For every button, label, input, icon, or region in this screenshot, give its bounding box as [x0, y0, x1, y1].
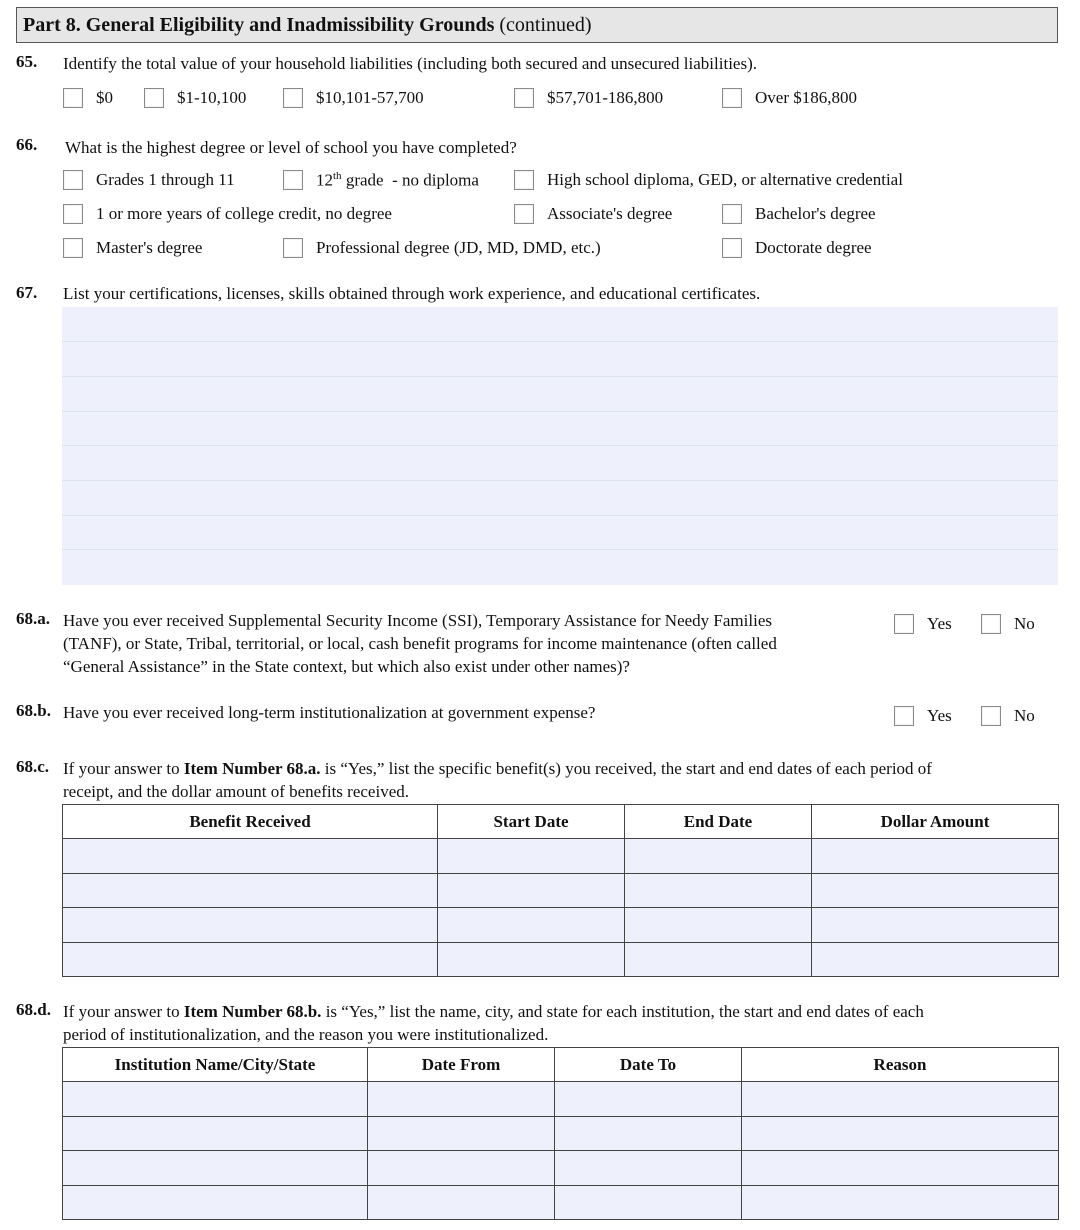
q65-checkbox-4[interactable] — [722, 88, 742, 108]
q66-label-grades: Grades 1 through 11 — [96, 170, 235, 189]
q68a-label-no: No — [1014, 614, 1035, 633]
q66-label-professional: Professional degree (JD, MD, DMD, etc.) — [316, 238, 601, 257]
benefit-received-cell[interactable] — [63, 873, 438, 908]
q68c-number: 68.c. — [16, 757, 50, 776]
q66-option-doctorate[interactable] — [722, 238, 872, 258]
q66-checkbox-doctorate[interactable] — [722, 238, 742, 258]
q66-checkbox-grades[interactable] — [63, 170, 83, 190]
q67-text: List your certifications, licenses, skills obtained through work experience, and educational certificates. — [63, 284, 761, 303]
table-row — [63, 1185, 1059, 1220]
q65-option-3[interactable] — [514, 88, 663, 108]
q66-text: What is the highest degree or level of school you have completed? — [65, 138, 517, 157]
q68b-label-no: No — [1014, 706, 1035, 725]
start-date-cell[interactable] — [438, 942, 625, 977]
q66-option-college[interactable] — [63, 204, 392, 224]
q67-line — [62, 411, 1058, 412]
q66-label-12th-rest: grade - no diploma — [341, 170, 479, 190]
table-row — [63, 873, 1059, 908]
q66-option-master[interactable] — [63, 238, 202, 258]
q67-line — [62, 445, 1058, 446]
q65-label-1: $1-10,100 — [177, 88, 247, 107]
benefit-received-cell[interactable] — [63, 839, 438, 874]
part-header — [16, 7, 1058, 43]
q66-label-doctorate: Doctorate degree — [755, 238, 872, 257]
q66-number: 66. — [16, 135, 38, 154]
q65-label-0: $0 — [96, 88, 113, 107]
q67-line — [62, 515, 1058, 516]
q68d-number: 68.d. — [16, 1000, 51, 1019]
q68a-checkbox-no[interactable] — [981, 614, 1001, 634]
date-to-cell[interactable] — [555, 1082, 742, 1117]
q68c-text-post: is “Yes,” list the specific benefit(s) you received, the start and end dates of each period of — [320, 759, 932, 778]
q66-option-associate[interactable] — [514, 204, 672, 224]
institution-cell[interactable] — [63, 1082, 368, 1117]
q68a-number: 68.a. — [16, 609, 50, 628]
institution-cell[interactable] — [63, 1116, 368, 1151]
table-row — [63, 908, 1059, 943]
q65-option-1[interactable] — [144, 88, 246, 108]
end-date-cell[interactable] — [625, 839, 812, 874]
q68d-text-line1 — [63, 1000, 924, 1023]
reason-cell[interactable] — [742, 1151, 1059, 1186]
date-to-cell[interactable] — [555, 1151, 742, 1186]
part-header-continued: (continued) — [494, 14, 592, 36]
q68d-text-line2: period of institutionalization, and the reason you were institutionalized. — [63, 1025, 549, 1044]
date-from-cell[interactable] — [368, 1082, 555, 1117]
q68d-institutions-table — [62, 1047, 1059, 1220]
q68b-text: Have you ever received long-term institutionalization at government expense? — [63, 703, 596, 722]
q68d-text-bold: Item Number 68.b. — [183, 1002, 322, 1021]
q67-line — [62, 376, 1058, 377]
end-date-cell[interactable] — [625, 942, 812, 977]
table-row — [63, 1082, 1059, 1117]
column-header: Institution Name/City/State — [63, 1048, 368, 1082]
q66-label-12th — [316, 170, 479, 191]
column-header: Reason — [742, 1048, 1059, 1082]
q68a-checkbox-yes[interactable] — [894, 614, 914, 634]
q65-number: 65. — [16, 52, 38, 71]
q66-option-highschool[interactable] — [514, 170, 903, 190]
q68a-option-yes[interactable] — [894, 614, 952, 634]
q68c-text-pre: If your answer to — [63, 759, 184, 778]
q68a-label-yes: Yes — [927, 614, 952, 633]
q66-label-highschool: High school diploma, GED, or alternative credential — [547, 170, 903, 189]
q65-option-4[interactable] — [722, 88, 857, 108]
q68c-text-line1 — [63, 757, 932, 780]
q65-checkbox-2[interactable] — [283, 88, 303, 108]
column-header: End Date — [625, 805, 812, 839]
reason-cell[interactable] — [742, 1185, 1059, 1220]
column-header: Benefit Received — [63, 805, 438, 839]
table-row — [63, 1116, 1059, 1151]
q68b-option-no[interactable] — [981, 706, 1035, 726]
institution-cell[interactable] — [63, 1185, 368, 1220]
q67-line — [62, 341, 1058, 342]
table-header-row — [63, 805, 1059, 839]
date-to-cell[interactable] — [555, 1185, 742, 1220]
q68c-benefits-table — [62, 804, 1059, 977]
q68b-option-yes[interactable] — [894, 706, 952, 726]
q68d-text-post: is “Yes,” list the name, city, and state for each institution, the start and end dates of each — [321, 1002, 924, 1021]
q67-number: 67. — [16, 283, 38, 302]
q68a-text-line2: (TANF), or State, Tribal, territorial, or local, cash benefit programs for income maintenance (often called — [63, 634, 777, 653]
column-header: Dollar Amount — [812, 805, 1059, 839]
reason-cell[interactable] — [742, 1082, 1059, 1117]
q65-text: Identify the total value of your household liabilities (including both secured and unsecured liabilities). — [63, 54, 757, 73]
q66-option-bachelor[interactable] — [722, 204, 876, 224]
q68d-text-pre: If your answer to — [63, 1002, 184, 1021]
q68a-text-line3: “General Assistance” in the State context, but which also exist under other names)? — [63, 657, 630, 676]
q68c-text-bold: Item Number 68.a. — [183, 759, 321, 778]
dollar-amount-cell[interactable] — [812, 908, 1059, 943]
q68b-label-yes: Yes — [927, 706, 952, 725]
date-from-cell[interactable] — [368, 1151, 555, 1186]
q67-line — [62, 549, 1058, 550]
q68b-number: 68.b. — [16, 701, 51, 720]
q68b-checkbox-yes[interactable] — [894, 706, 914, 726]
q66-label-12th-sup: th — [333, 170, 342, 182]
q66-label-master: Master's degree — [96, 238, 203, 257]
column-header: Start Date — [438, 805, 625, 839]
q65-option-2[interactable] — [283, 88, 424, 108]
q66-label-bachelor: Bachelor's degree — [755, 204, 876, 223]
column-header: Date To — [555, 1048, 742, 1082]
institution-cell[interactable] — [63, 1151, 368, 1186]
q68b-checkbox-no[interactable] — [981, 706, 1001, 726]
end-date-cell[interactable] — [625, 908, 812, 943]
part-header-title: Part 8. General Eligibility and Inadmissibility Grounds — [23, 14, 495, 36]
date-from-cell[interactable] — [368, 1116, 555, 1151]
q67-text-area[interactable] — [62, 307, 1058, 585]
table-header-row — [63, 1048, 1059, 1082]
q66-checkbox-college[interactable] — [63, 204, 83, 224]
benefit-received-cell[interactable] — [63, 942, 438, 977]
q65-checkbox-1[interactable] — [144, 88, 164, 108]
dollar-amount-cell[interactable] — [812, 839, 1059, 874]
dollar-amount-cell[interactable] — [812, 873, 1059, 908]
q67-line — [62, 480, 1058, 481]
date-to-cell[interactable] — [555, 1116, 742, 1151]
date-from-cell[interactable] — [368, 1185, 555, 1220]
reason-cell[interactable] — [742, 1116, 1059, 1151]
q66-option-12th[interactable] — [283, 170, 479, 191]
q66-checkbox-master[interactable] — [63, 238, 83, 258]
q66-label-associate: Associate's degree — [547, 204, 673, 223]
q65-checkbox-0[interactable] — [63, 88, 83, 108]
table-row — [63, 942, 1059, 977]
end-date-cell[interactable] — [625, 873, 812, 908]
q68a-text-line1: Have you ever received Supplemental Security Income (SSI), Temporary Assistance for Needy Families — [63, 611, 772, 630]
q66-label-12th-num: 12 — [316, 170, 333, 190]
q65-checkbox-3[interactable] — [514, 88, 534, 108]
q66-checkbox-professional[interactable] — [283, 238, 303, 258]
q65-option-0[interactable] — [63, 88, 113, 108]
table-row — [63, 839, 1059, 874]
q66-option-professional[interactable] — [283, 238, 601, 258]
q65-label-4: Over $186,800 — [755, 88, 857, 107]
q66-checkbox-associate[interactable] — [514, 204, 534, 224]
q66-checkbox-12th[interactable] — [283, 170, 303, 190]
q66-checkbox-highschool[interactable] — [514, 170, 534, 190]
q66-checkbox-bachelor[interactable] — [722, 204, 742, 224]
dollar-amount-cell[interactable] — [812, 942, 1059, 977]
start-date-cell[interactable] — [438, 873, 625, 908]
start-date-cell[interactable] — [438, 839, 625, 874]
q66-label-college: 1 or more years of college credit, no degree — [96, 204, 392, 223]
table-row — [63, 1151, 1059, 1186]
benefit-received-cell[interactable] — [63, 908, 438, 943]
start-date-cell[interactable] — [438, 908, 625, 943]
column-header: Date From — [368, 1048, 555, 1082]
q68c-text-line2: receipt, and the dollar amount of benefits received. — [63, 782, 409, 801]
q68a-option-no[interactable] — [981, 614, 1035, 634]
q66-option-grades[interactable] — [63, 170, 235, 190]
q65-label-3: $57,701-186,800 — [547, 88, 664, 107]
q65-label-2: $10,101-57,700 — [316, 88, 424, 107]
